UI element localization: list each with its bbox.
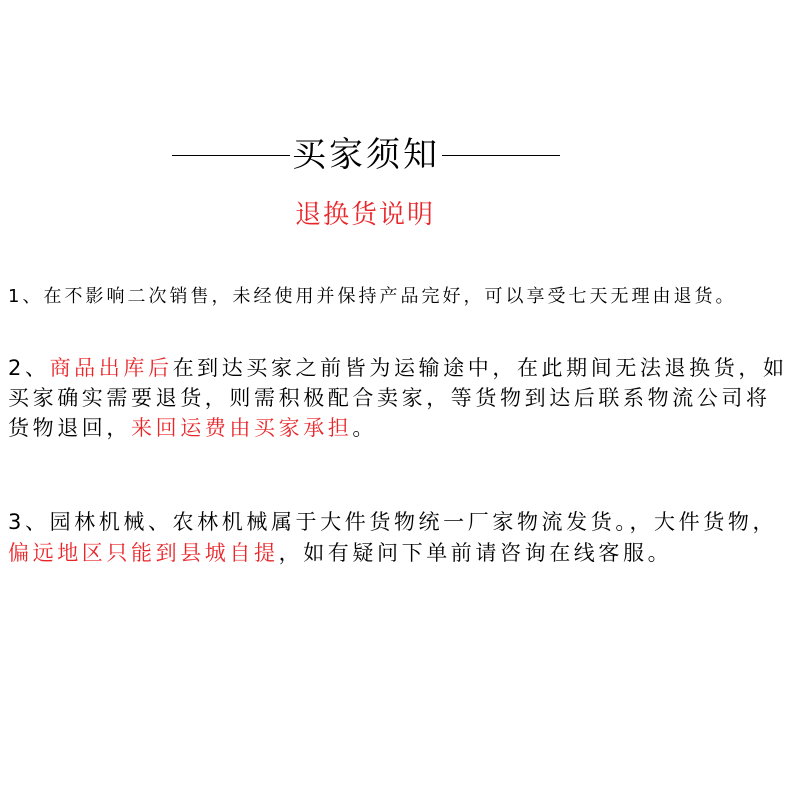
notice-line	[8, 285, 736, 309]
notice-text: 在到达买家之前皆为运输途中，在此期间无法退换货，如	[172, 356, 788, 380]
notice-item-2	[8, 353, 788, 443]
highlighted-text: 偏远地区只能到县城自提	[8, 541, 279, 565]
notice-line	[8, 413, 788, 443]
notice-line	[8, 507, 777, 538]
title-left-divider	[172, 155, 290, 156]
notice-text: ，如有疑问下单前请咨询在线客服。	[278, 541, 673, 565]
highlighted-text: 商品出库后	[49, 356, 173, 380]
highlighted-text: 来回运费由买家承担	[131, 416, 353, 440]
notice-text: 在不影响二次销售，未经使用并保持产品完好，可以享受七天无理由退货。	[43, 286, 737, 307]
notice-item-1	[8, 285, 736, 309]
notice-text: 买家确实需要退货，则需积极配合卖家，等货物到达后联系物流公司将	[8, 386, 771, 410]
notice-text: 园林机械、农林机械属于大件货物统一厂家物流发货。，大件货物，	[49, 510, 778, 534]
page-subtitle: 退换货说明	[295, 200, 436, 230]
item-number: 3、	[8, 510, 50, 534]
item-number: 2、	[8, 356, 50, 380]
notice-line	[8, 383, 788, 413]
notice-line	[8, 353, 788, 383]
notice-line	[8, 538, 777, 569]
notice-text: 货物退回，	[8, 416, 131, 440]
item-number: 1、	[8, 286, 44, 307]
title-right-divider	[442, 155, 560, 156]
page-title: 买家须知	[292, 135, 440, 175]
notice-text: 。	[352, 416, 378, 440]
notice-item-3	[8, 507, 777, 569]
